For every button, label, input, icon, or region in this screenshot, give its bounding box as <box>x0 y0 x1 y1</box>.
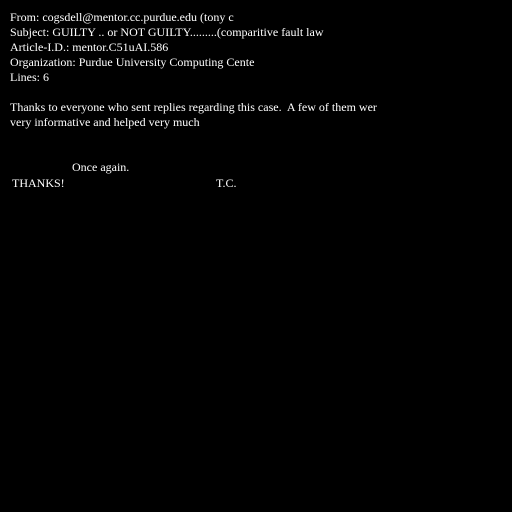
header-lines: Lines: 6 <box>10 70 49 84</box>
body-line-1: Thanks to everyone who sent replies regarding this case. A few of them wer <box>10 100 377 114</box>
closing-thanks: THANKS! <box>12 176 65 190</box>
header-organization: Organization: Purdue University Computing Cente <box>10 55 255 69</box>
closing-once-again: Once again. <box>72 160 130 174</box>
closing-signature: T.C. <box>216 176 237 190</box>
header-subject: Subject: GUILTY .. or NOT GUILTY.........(comparitive fault law <box>10 25 324 39</box>
header-article-id: Article-I.D.: mentor.C51uAI.586 <box>10 40 168 54</box>
body-line-2: very informative and helped very much <box>10 115 200 129</box>
header-from: From: cogsdell@mentor.cc.purdue.edu (tony c <box>10 10 234 24</box>
